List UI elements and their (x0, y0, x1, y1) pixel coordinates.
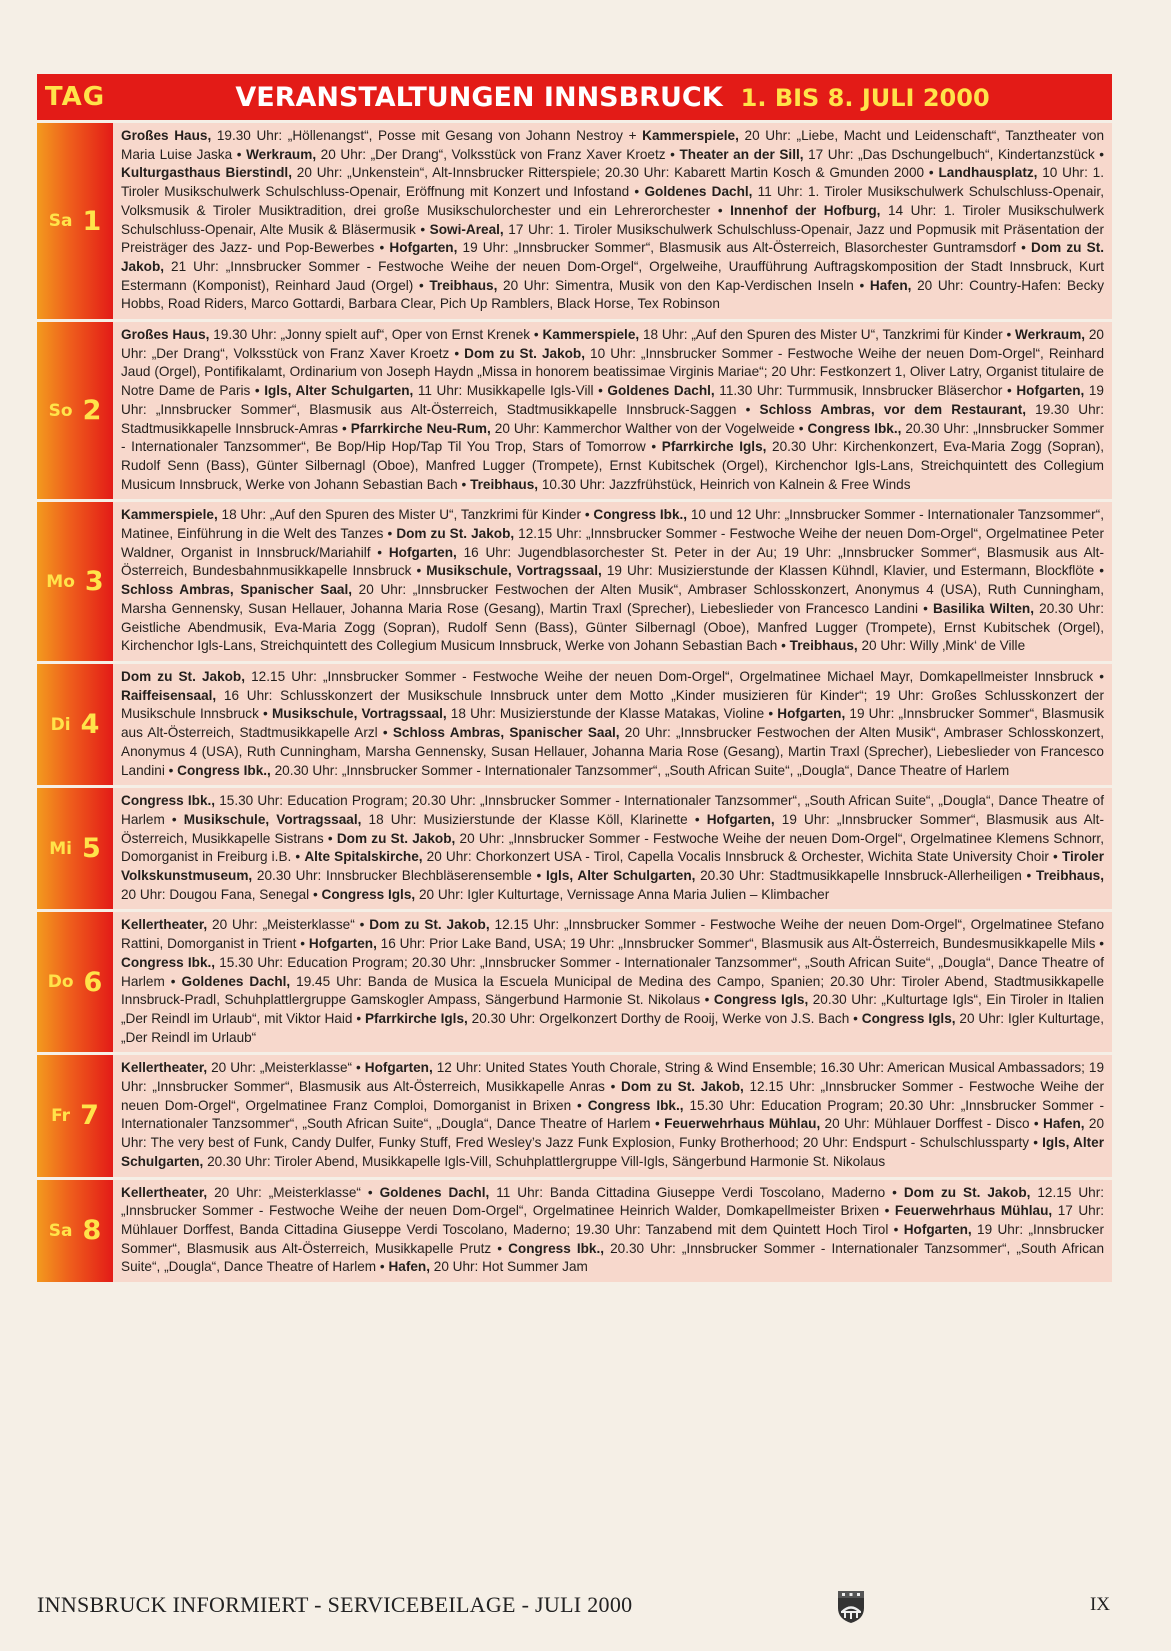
event-details: 20.30 Uhr: Tiroler Abend, Musikkapelle Igls-Vill, Schuhplattlergruppe Vill-Igls, Sängerbund Harmonie St. Nikolaus (203, 1153, 886, 1169)
venue-name: Alte Spitalskirche, (304, 849, 423, 865)
venue-name: Feuerwehrhaus Mühlau, (664, 1116, 821, 1132)
event-details: 20.30 Uhr: Stadtmusikkapelle Innsbruck-Allerheiligen • (695, 868, 1037, 884)
event-details: 20 Uhr: Dougou Fana, Senegal • (121, 886, 322, 902)
weekday-name: Fr (51, 1105, 71, 1126)
day-label (37, 788, 113, 909)
event-details: 19 Uhr: „Innsbrucker Sommer“, Blasmusik aus Alt-Österreich, Musikkapelle Sistrans • (121, 811, 1104, 846)
venue-name: Hofgarten, (777, 706, 846, 722)
day-label (37, 1180, 113, 1283)
event-details: 19 Uhr: Musizierstunde der Klassen Kühndl, Klavier, und Estermann, Blockflöte • (601, 563, 1104, 579)
venue-name: Goldenes Dachl, (607, 383, 715, 399)
day-events (113, 1055, 1112, 1176)
day-number: 2 (82, 395, 102, 427)
event-details: 19 Uhr: „Innsbrucker Sommer“, Blasmusik aus Alt-Österreich, Blasorchester Guntramsdorf • (457, 240, 1032, 256)
day-label (37, 123, 113, 319)
day-row (37, 499, 1112, 661)
venue-name: Musikschule, Vortragssaal, (183, 811, 362, 827)
day-label (37, 322, 113, 499)
innsbruck-coat-of-arms-icon (836, 1588, 866, 1624)
table-header (37, 74, 1112, 120)
venue-name: Treibhaus, (789, 638, 858, 654)
event-details: 12.15 Uhr: „Innsbrucker Sommer - Festwoche Weihe der neuen Dom-Orgel“, Orgelmatinee Stefano Rattini, Domorganist in Trient • (121, 917, 1105, 952)
venue-name: Dom zu St. Jakob, (121, 240, 1104, 274)
venue-name: Congress Ibk., (593, 507, 688, 523)
event-details: 19.30 Uhr: Stadtmusikkapelle Innsbruck-Amras • (121, 401, 1104, 436)
event-details: 19 Uhr: „Innsbrucker Sommer“, Blasmusik aus Alt-Österreich, Musikkapelle Prutz • (121, 1221, 1104, 1256)
event-details: 20 Uhr: Simentra, Musik von den Kap-Verdischen Inseln • (497, 277, 870, 293)
event-details: 12.15 Uhr: „Innsbrucker Sommer - Festwoche Weihe der neuen Dom-Orgel“, Orgelmatinee Michael Mayr, Domkapellmeister Innsbruck • (245, 668, 1104, 684)
venue-name: Theater an der Sill, (679, 146, 804, 162)
venue-name: Basilika Wilten, (933, 600, 1035, 616)
event-details: 20 Uhr: Igler Kulturtage, Vernissage Anna Maria Julien – Klimbacher (415, 886, 830, 902)
day-events (113, 788, 1112, 909)
venue-name: Congress Ibk., (587, 1097, 684, 1113)
event-details: 19.30 Uhr: „Jonny spielt auf“, Oper von Ernst Krenek • (209, 327, 543, 343)
event-details: 15.30 Uhr: Education Program; 20.30 Uhr: „Innsbrucker Sommer - Internationaler Tanzsommer“, „South African Suite“, „Dougla“, Dance Theatre of Harlem • (121, 1097, 1104, 1132)
venue-name: Congress Igls, (321, 886, 416, 902)
page-title (113, 82, 1112, 113)
event-details: 20 Uhr: Country-Hafen: Becky Hobbs, Road Riders, Marco Gottardi, Barbara Clear, Pich Up Ramblers, Black Horse, Tex Robinson (121, 277, 1104, 312)
venue-name: Igls, Alter Schulgarten, (545, 868, 696, 884)
venue-name: Congress Igls, (861, 1010, 956, 1026)
footer-title: INNSBRUCK INFORMIERT - SERVICEBEILAGE - JULI 2000 (37, 1592, 633, 1617)
day-number: 6 (83, 966, 103, 998)
venue-name: Pfarrkirche Neu-Rum, (350, 420, 491, 436)
day-number: 8 (82, 1215, 102, 1247)
weekday-name: So (48, 400, 73, 421)
venue-name: Schloss Ambras, Spanischer Saal, (121, 582, 353, 598)
event-details: 10 Uhr: 1. Tiroler Musikschulwerk Schulschluss-Openair, Eröffnung mit Konzert und Infostand • (121, 165, 1104, 200)
weekday-name: Mi (49, 838, 72, 859)
day-number: 3 (84, 566, 104, 598)
event-details: 11.30 Uhr: Turmmusik, Innsbrucker Bläserchor • (714, 383, 1017, 399)
event-details: 18 Uhr: „Auf den Spuren des Mister U“, Tanzkrimi für Kinder • (639, 327, 1016, 343)
event-details: 10 Uhr: „Innsbrucker Sommer - Festwoche Weihe der neuen Dom-Orgel“, Reinhard Jaud (Orgel), Pontifikalamt, Ordinarium von Joseph Haydn „Missa in honorem beatissimae Virginis Mariae“; 20 Uhr: Festkonzert 1, Oliver Latry, Organist titulaire de Notre Dame de Paris • (121, 345, 1105, 399)
event-details: 16 Uhr: Jugendblasorchester St. Peter in der Au; 19 Uhr: „Innsbrucker Sommer“, Blasmusik aus Alt-Österreich, Bundesbahnmusikkapelle Innsbruck • (121, 544, 1104, 579)
day-number: 5 (81, 833, 101, 865)
title-text: VERANSTALTUNGEN INNSBRUCK (235, 81, 723, 113)
day-number: 7 (80, 1100, 99, 1132)
venue-name: Kellertheater, (121, 1060, 208, 1076)
event-details: 20 Uhr: „Der Drang“, Volksstück von Franz Xaver Kroetz • (316, 146, 680, 162)
venue-name: Goldenes Dachl, (181, 973, 291, 989)
venue-name: Dom zu St. Jakob, (369, 917, 490, 933)
day-label (37, 502, 113, 661)
venue-name: Hafen, (1043, 1116, 1085, 1132)
event-details: 17 Uhr: Mühlauer Dorffest, Banda Cittadina Giuseppe Verdi Toscolano, Maderno; 19.30 Uhr: Tanzabend mit dem Quintett Hoch Tirol • (121, 1203, 1104, 1237)
event-details: 17 Uhr: „Das Dschungelbuch“, Kindertanzstück • (803, 146, 1104, 162)
page-number: IX (1089, 1594, 1110, 1615)
venue-name: Werkraum, (1015, 327, 1086, 343)
weekday-name: Mo (46, 571, 75, 592)
venue-name: Hafen, (388, 1259, 430, 1275)
event-details: 20 Uhr: „Meisterklasse“ • (207, 1060, 365, 1076)
day-row (37, 1177, 1112, 1283)
venue-name: Hofgarten, (389, 240, 458, 256)
day-events (113, 664, 1112, 785)
day-number: 1 (82, 205, 102, 237)
event-details: 14 Uhr: 1. Tiroler Musikschulwerk Schulschluss-Openair, Alte Musik & Bläsermusik • (121, 202, 1104, 237)
event-details: 18 Uhr: Musizierstunde der Klasse Matakas, Violine • (446, 706, 778, 722)
event-details: 11 Uhr: 1. Tiroler Musikschulwerk Schulschluss-Openair, Volksmusik & Tiroler Musiktradition, drei große Musikschulorchester und ein Lehrerorchester • (121, 184, 1104, 218)
day-row (37, 1052, 1112, 1176)
event-details: 12.15 Uhr: „Innsbrucker Sommer - Festwoche Weihe der neuen Dom-Orgel“, Orgelmatinee Heinrich Walder, Domkapellmeister Brixen • (121, 1184, 1105, 1219)
venue-name: Tiroler Volkskunstmuseum, (121, 849, 1104, 884)
venue-name: Innenhof der Hofburg, (730, 202, 881, 218)
day-row (37, 319, 1112, 499)
event-details: 10.30 Uhr: Jazzfrühstück, Heinrich von Kalnein & Free Winds (538, 476, 911, 492)
event-details: 19 Uhr: „Innsbrucker Sommer“, Blasmusik aus Alt-Österreich, Stadtmusikkapelle Arzl • (121, 706, 1104, 741)
event-details: 20.30 Uhr: Geistliche Abendmusik, Eva-Maria Zogg (Sopran), Rudolf Senn (Bass), Günter Silbernagl (Oboe), Manfred Lugger (Trompete), Ernst Kubitschek (Orgel), Kirchenchor Igls-Lans, Streichquintett des Collegium Musicum Innsbruck, Werke von Johann Sebastian Bach • (121, 600, 1104, 654)
event-details: 20 Uhr: Kammerchor Walther von der Vogelweide • (490, 420, 808, 436)
event-details: 15.30 Uhr: Education Program; 20.30 Uhr: „Innsbrucker Sommer - Internationaler Tanzsommer“, „South African Suite“, „Dougla“, Dance Theatre of Harlem • (121, 793, 1104, 827)
venue-name: Kammerspiele, (542, 327, 640, 343)
venue-name: Hofgarten, (364, 1060, 433, 1076)
venue-name: Hofgarten, (1016, 383, 1085, 399)
day-events (113, 322, 1112, 499)
venue-name: Goldenes Dachl, (644, 184, 753, 200)
venue-name: Hofgarten, (388, 544, 457, 560)
event-details: 20 Uhr: „Der Drang“, Volksstück von Franz Xaver Kroetz • (121, 327, 1104, 361)
day-number: 4 (80, 709, 100, 741)
venue-name: Dom zu St. Jakob, (396, 526, 515, 542)
venue-name: Dom zu St. Jakob, (621, 1079, 744, 1095)
venue-name: Treibhaus, (470, 476, 539, 492)
venue-name: Congress Igls, (713, 992, 809, 1008)
venue-name: Schloss Ambras, vor dem Restaurant, (759, 401, 1026, 417)
venue-name: Großes Haus, (121, 327, 210, 343)
event-details: 20.30 Uhr: „Innsbrucker Sommer - Internationaler Tanzsommer“, Be Bop/Hip Hop/Tap Til You Trop, Stars of Tomorrow • (121, 420, 1104, 455)
venue-name: Feuerwehrhaus Mühlau, (894, 1203, 1053, 1219)
event-details: 20.30 Uhr: „Innsbrucker Sommer - Internationaler Tanzsommer“, „South African Suite“, „Dougla“, Dance Theatre of Harlem • (121, 1240, 1105, 1275)
venue-name: Kammerspiele, (121, 507, 218, 523)
day-row (37, 120, 1112, 319)
venue-name: Kulturgasthaus Bierstindl, (121, 165, 292, 181)
event-details: 20 Uhr: „Liebe, Macht und Leidenschaft“, Tanztheater von Maria Luise Jaska • (121, 128, 1104, 162)
event-details: 20 Uhr: Mühlauer Dorffest - Disco • (820, 1116, 1043, 1132)
event-details: 19.45 Uhr: Banda de Musica la Escuela Municipal de Medina des Campo, Spanien; 20.30 Uhr: Tiroler Abend, Stadtmusikkapelle Innsbruck-Pradl, Schuhplattlergruppe Gamskogler Ampass, Sängerbund Harmonie St. Nikolaus • (121, 973, 1105, 1008)
event-details: 19 Uhr: „Innsbrucker Sommer“, Blasmusik aus Alt-Österreich, Stadtmusikkapelle Innsbruck-Saggen • (121, 383, 1104, 417)
day-rows (37, 120, 1112, 1282)
event-details: 20 Uhr: „Innsbrucker Festwochen der Alten Musik“, Ambraser Schlosskonzert, Anonymus 4 (USA), Ruth Cunningham, Marsha Gennensky, Susan Hellauer, Johanna Maria Rose (Gesang), Martin Traxl (Sprecher), Liebeslieder von Francesco Landini • (121, 725, 1104, 778)
event-details: 12.15 Uhr: „Innsbrucker Sommer - Festwoche Weihe der neuen Dom-Orgel“, Orgelmatinee Peter Waldner, Organist in Innsbruck/Mariahilf • (121, 526, 1104, 560)
venue-name: Dom zu St. Jakob, (121, 668, 246, 684)
day-events (113, 1180, 1112, 1283)
venue-name: Pfarrkirche Igls, (661, 439, 767, 455)
event-details: 18 Uhr: Musizierstunde der Klasse Köll, Klarinette • (361, 811, 707, 827)
weekday-name: Di (50, 714, 71, 735)
venue-name: Dom zu St. Jakob, (464, 345, 586, 361)
day-row (37, 909, 1112, 1052)
venue-name: Hofgarten, (308, 936, 377, 952)
venue-name: Musikschule, Vortragssaal, (271, 706, 447, 722)
day-events (113, 123, 1112, 319)
event-details: 20.30 Uhr: Kirchenkonzert, Eva-Maria Zogg (Sopran), Rudolf Senn (Bass), Günter Silbernagl (Oboe), Manfred Lugger (Trompete), Ernst Kubitschek (Orgel), Kirchenchor Igls-Lans, Streichquintett des Collegium Musicum Innsbruck, Werke von Johann Sebastian Bach • (121, 439, 1104, 492)
venue-name: Congress Ibk., (121, 954, 216, 970)
date-range: 1. BIS 8. JULI 2000 (740, 83, 990, 112)
venue-name: Schloss Ambras, Spanischer Saal, (392, 725, 620, 741)
venue-name: Congress Ibk., (807, 420, 902, 436)
venue-name: Congress Ibk., (121, 793, 216, 809)
day-label (37, 1055, 113, 1176)
day-events (113, 502, 1112, 661)
venue-name: Kammerspiele, (642, 128, 739, 143)
event-details: 20 Uhr: The very best of Funk, Candy Dulfer, Funky Stuff, Fred Wesley’s Jazz Funk Explosion, Funky Brotherhood; 20 Uhr: Endspurt - Schulschlussparty • (121, 1116, 1105, 1151)
venue-name: Werkraum, (246, 146, 317, 162)
event-details: 18 Uhr: „Auf den Spuren des Mister U“, Tanzkrimi für Kinder • (217, 507, 594, 523)
venue-name: Dom zu St. Jakob, (336, 830, 456, 846)
venue-name: Hafen, (869, 277, 912, 293)
event-details: 20 Uhr: Igler Kulturtage, „Der Reindl im Urlaub“ (121, 1010, 1105, 1045)
venue-name: Sowi-Areal, (429, 221, 504, 237)
venue-name: Igls, Alter Schulgarten, (121, 1135, 1104, 1169)
event-details: 16 Uhr: Schlusskonzert der Musikschule Innsbruck unter dem Motto „Kinder musizieren für Kinder“; 19 Uhr: Großes Schlusskonzert der Musikschule Innsbruck • (121, 687, 1104, 722)
venue-name: Raiffeisensaal, (121, 687, 217, 703)
event-details: 20 Uhr: „Unkenstein“, Alt-Innsbrucker Ritterspiele; 20.30 Uhr: Kabarett Martin Kosch & Gmunden 2000 • (291, 165, 939, 181)
event-details: 20 Uhr: „Meisterklasse“ • (207, 1184, 380, 1200)
venue-name: Kellertheater, (121, 917, 208, 933)
weekday-name: Sa (48, 211, 73, 232)
event-details: 20 Uhr: Chorkonzert USA - Tirol, Capella Vocalis Innsbruck & Orchester, Wichita State University Choir • (422, 849, 1062, 865)
day-events (113, 912, 1112, 1052)
weekday-name: Sa (48, 1220, 73, 1241)
venue-name: Treibhaus, (1036, 868, 1105, 884)
venue-name: Hofgarten, (706, 811, 775, 827)
day-row (37, 661, 1112, 785)
venue-name: Kellertheater, (121, 1184, 208, 1200)
column-header-day: TAG (44, 82, 106, 112)
event-details: 15.30 Uhr: Education Program; 20.30 Uhr: „Innsbrucker Sommer - Internationaler Tanzsommer“, „South African Suite“, „Dougla“, Dance Theatre of Harlem • (121, 954, 1104, 989)
venue-name: Congress Ibk., (508, 1240, 605, 1256)
event-details: 20.30 Uhr: Innsbrucker Blechbläserensemble • (252, 868, 546, 884)
venue-name: Igls, Alter Schulgarten, (264, 383, 414, 399)
event-details: 16 Uhr: Prior Lake Band, USA; 19 Uhr: „Innsbrucker Sommer“, Blasmusik aus Alt-Österreich, Bundesmusikkapelle Mils • (376, 936, 1104, 952)
event-details: 20 Uhr: Hot Summer Jam (429, 1259, 588, 1275)
weekday-name: Do (47, 972, 74, 993)
venue-name: Dom zu St. Jakob, (903, 1184, 1031, 1200)
event-details: 19.30 Uhr: „Höllenangst“, Posse mit Gesang von Johann Nestroy + (211, 128, 643, 143)
event-details: 11 Uhr: Musikkapelle Igls-Vill • (413, 383, 608, 399)
event-details: 11 Uhr: Banda Cittadina Giuseppe Verdi Toscolano, Maderno • (489, 1184, 904, 1200)
day-label (37, 912, 113, 1052)
event-details: 20 Uhr: Willy ‚Mink‘ de Ville (857, 638, 1026, 654)
event-details: 20 Uhr: „Innsbrucker Festwochen der Alten Musik“, Ambraser Schlosskonzert, Anonymus 4 (USA), Ruth Cunningham, Marsha Gennensky, Susan Hellauer, Johanna Maria Rose (Gesang), Martin Traxl (Sprecher), Liebeslieder von Francesco Landini • (121, 582, 1104, 616)
event-details: 12.15 Uhr: „Innsbrucker Sommer - Festwoche Weihe der neuen Dom-Orgel“, Orgelmatinee Franz Comploi, Domorganist in Brixen • (121, 1079, 1104, 1113)
event-details: 20 Uhr: „Innsbrucker Sommer - Festwoche Weihe der neuen Dom-Orgel“, Orgelmatinee Klemens Schnorr, Domorganist in Freiburg i.B. • (121, 830, 1104, 865)
event-details: 20.30 Uhr: „Kulturtage Igls“, Ein Tiroler in Italien „Der Reindl im Urlaub“, mit Viktor Haid • (121, 992, 1104, 1026)
venue-name: Hofgarten, (903, 1221, 972, 1237)
day-label (37, 664, 113, 785)
venue-name: Congress Ibk., (177, 762, 271, 778)
venue-name: Goldenes Dachl, (379, 1184, 490, 1200)
events-table (37, 74, 1112, 1282)
venue-name: Treibhaus, (429, 277, 498, 293)
venue-name: Landhausplatz, (938, 165, 1038, 181)
event-details: 17 Uhr: 1. Tiroler Musikschulwerk Schulschluss-Openair, Jazz und Popmusik mit Präsentation der Preisträger des Jazz- und Pop-Bewerbes • (121, 221, 1104, 256)
venue-name: Musikschule, Vortragssaal, (426, 563, 602, 579)
event-details: 20.30 Uhr: „Innsbrucker Sommer - Internationaler Tanzsommer“, „South African Suite“, „Dougla“, Dance Theatre of Harlem (270, 762, 1010, 778)
day-row (37, 785, 1112, 909)
venue-name: Großes Haus, (121, 128, 212, 143)
venue-name: Pfarrkirche Igls, (364, 1010, 468, 1026)
event-details: 20.30 Uhr: Orgelkonzert Dorthy de Rooij, Werke von J.S. Bach • (467, 1010, 862, 1026)
event-details: 20 Uhr: „Meisterklasse“ • (207, 917, 370, 933)
event-details: 21 Uhr: „Innsbrucker Sommer - Festwoche Weihe der neuen Dom-Orgel“, Orgelweihe, Uraufführung Auftragskomposition der Stadt Innsbruck, Kurt Estermann (Komponist), Reinhard Jaud (Orgel) • (121, 258, 1104, 293)
event-details: 10 und 12 Uhr: „Innsbrucker Sommer - Internationaler Tanzsommer“, Matinee, Einführung in die Welt des Tanzes • (121, 507, 1104, 542)
event-details: 12 Uhr: United States Youth Chorale, String & Wind Ensemble; 16.30 Uhr: American Musical Ambassadors; 19 Uhr: „Innsbrucker Sommer“, Blasmusik aus Alt-Österreich, Musikkapelle Anras • (121, 1060, 1105, 1095)
